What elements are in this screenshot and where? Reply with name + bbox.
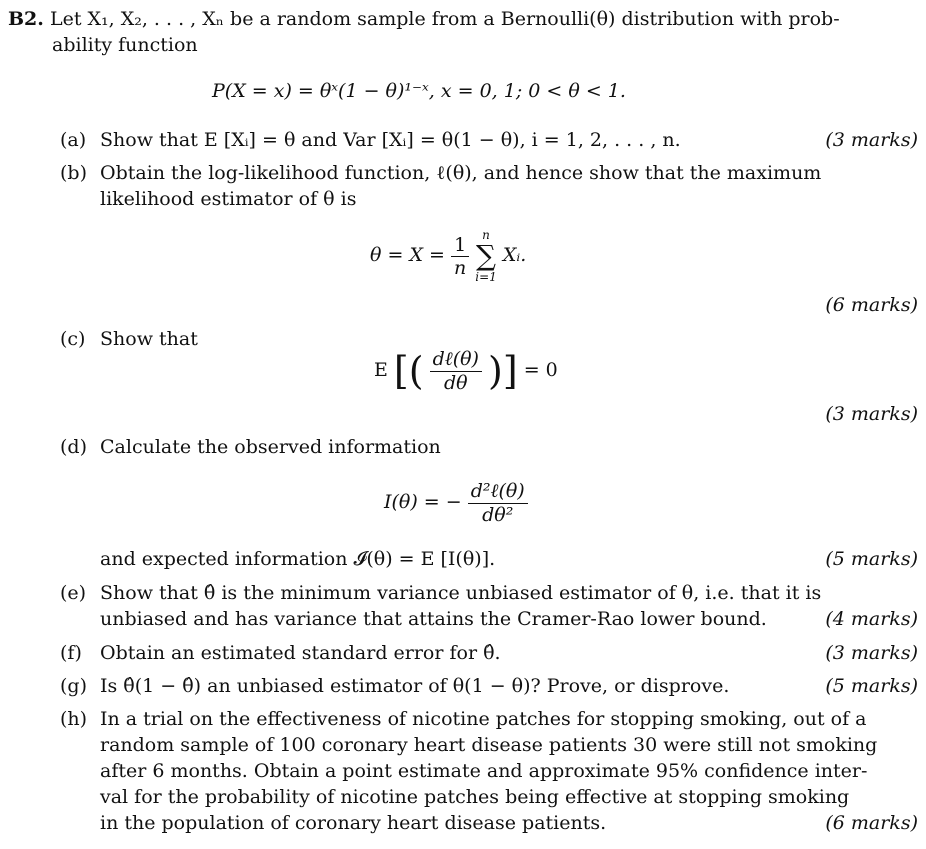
- part-d-eq-lhs: I(θ) = −: [384, 491, 462, 513]
- part-d-fraction: [468, 480, 528, 526]
- part-d-frac-num: d²ℓ(θ): [468, 480, 528, 504]
- part-d-text: Calculate the observed information: [100, 436, 441, 458]
- part-g-label: (g): [60, 675, 87, 697]
- part-e-line2: unbiased and has variance that attains the Cramer-Rao lower bound.: [100, 608, 767, 630]
- part-e-label: (e): [60, 582, 87, 604]
- part-g-text: Is θ̂(1 − θ̂) an unbiased estimator of θ(1 − θ)? Prove, or disprove.: [100, 675, 730, 697]
- part-h-line: val for the probability of nicotine patches being effective at stopping smoking: [100, 786, 850, 808]
- part-e-line1: Show that θ̂ is the minimum variance unbiased estimator of θ, i.e. that it is: [100, 582, 822, 604]
- pmf-equation: P(X = x) = θˣ(1 − θ)¹⁻ˣ, x = 0, 1; 0 < θ < 1.: [212, 80, 626, 102]
- part-c-frac-den: dθ: [443, 372, 468, 394]
- part-g-marks: (5 marks): [825, 675, 918, 697]
- part-d-label: (d): [60, 436, 87, 458]
- part-c-text: Show that: [100, 328, 198, 350]
- part-f-label: (f): [60, 642, 82, 664]
- part-d-frac-den: dθ²: [482, 504, 514, 526]
- part-b-label: (b): [60, 162, 87, 184]
- part-c-label: (c): [60, 328, 86, 350]
- part-c-score-equation: [374, 348, 558, 394]
- part-b-frac-num: 1: [451, 234, 469, 257]
- part-h-line: In a trial on the effectiveness of nicotine patches for stopping smoking, out of a: [100, 708, 867, 730]
- part-b-fraction: [451, 234, 469, 279]
- part-h-line: in the population of coronary heart disease patients.: [100, 812, 607, 834]
- part-b-marks: (6 marks): [825, 294, 918, 316]
- part-c-eq-prefix: E: [374, 359, 388, 381]
- part-a-text: Show that E [Xᵢ] = θ and Var [Xᵢ] = θ(1 − θ), i = 1, 2, . . . , n.: [100, 129, 681, 151]
- part-f-marks: (3 marks): [825, 642, 918, 664]
- part-b-sum: [475, 228, 497, 284]
- part-b-sum-bot: i=1: [475, 270, 497, 284]
- part-a-label: (a): [60, 129, 87, 151]
- part-b-eq-rhs: Xᵢ.: [502, 244, 527, 266]
- part-h-label: (h): [60, 708, 88, 730]
- sigma-symbol: ∑: [476, 239, 497, 272]
- part-h-line: random sample of 100 coronary heart disease patients 30 were still not smoking: [100, 734, 878, 756]
- question-intro-line1: Let X₁, X₂, . . . , Xₙ be a random sample from a Bernoulli(θ) distribution with prob-: [49, 8, 840, 30]
- part-h-line: after 6 months. Obtain a point estimate and approximate 95% confidence inter-: [100, 760, 868, 782]
- part-a-marks: (3 marks): [825, 129, 918, 151]
- part-b-frac-den: n: [453, 256, 467, 279]
- right-bracket-icon: )]: [488, 349, 518, 393]
- question-intro-line2: ability function: [52, 34, 198, 56]
- part-c-fraction: [430, 348, 482, 394]
- part-c-eq-suffix: = 0: [523, 359, 558, 381]
- part-c-marks: (3 marks): [825, 403, 918, 425]
- left-bracket-icon: [(: [393, 349, 424, 393]
- part-b-sum-top: n: [482, 228, 490, 242]
- part-h-marks: (6 marks): [825, 812, 918, 834]
- part-b-line2: likelihood estimator of θ is: [100, 188, 357, 210]
- question-header: [8, 6, 840, 32]
- part-c-frac-num: dℓ(θ): [430, 348, 482, 372]
- part-b-line1: Obtain the log-likelihood function, ℓ(θ), and hence show that the maximum: [100, 162, 822, 184]
- part-e-marks: (4 marks): [825, 608, 918, 630]
- part-d-line2: and expected information 𝓘(θ) = E [I(θ)].: [100, 548, 496, 570]
- part-f-text: Obtain an estimated standard error for θ̂.: [100, 642, 501, 664]
- part-b-mle-equation: [370, 228, 526, 284]
- part-b-eq-lhs: θ = X =: [370, 244, 445, 266]
- question-label: B2.: [8, 8, 44, 30]
- part-d-information-equation: [384, 480, 528, 526]
- part-d-marks: (5 marks): [825, 548, 918, 570]
